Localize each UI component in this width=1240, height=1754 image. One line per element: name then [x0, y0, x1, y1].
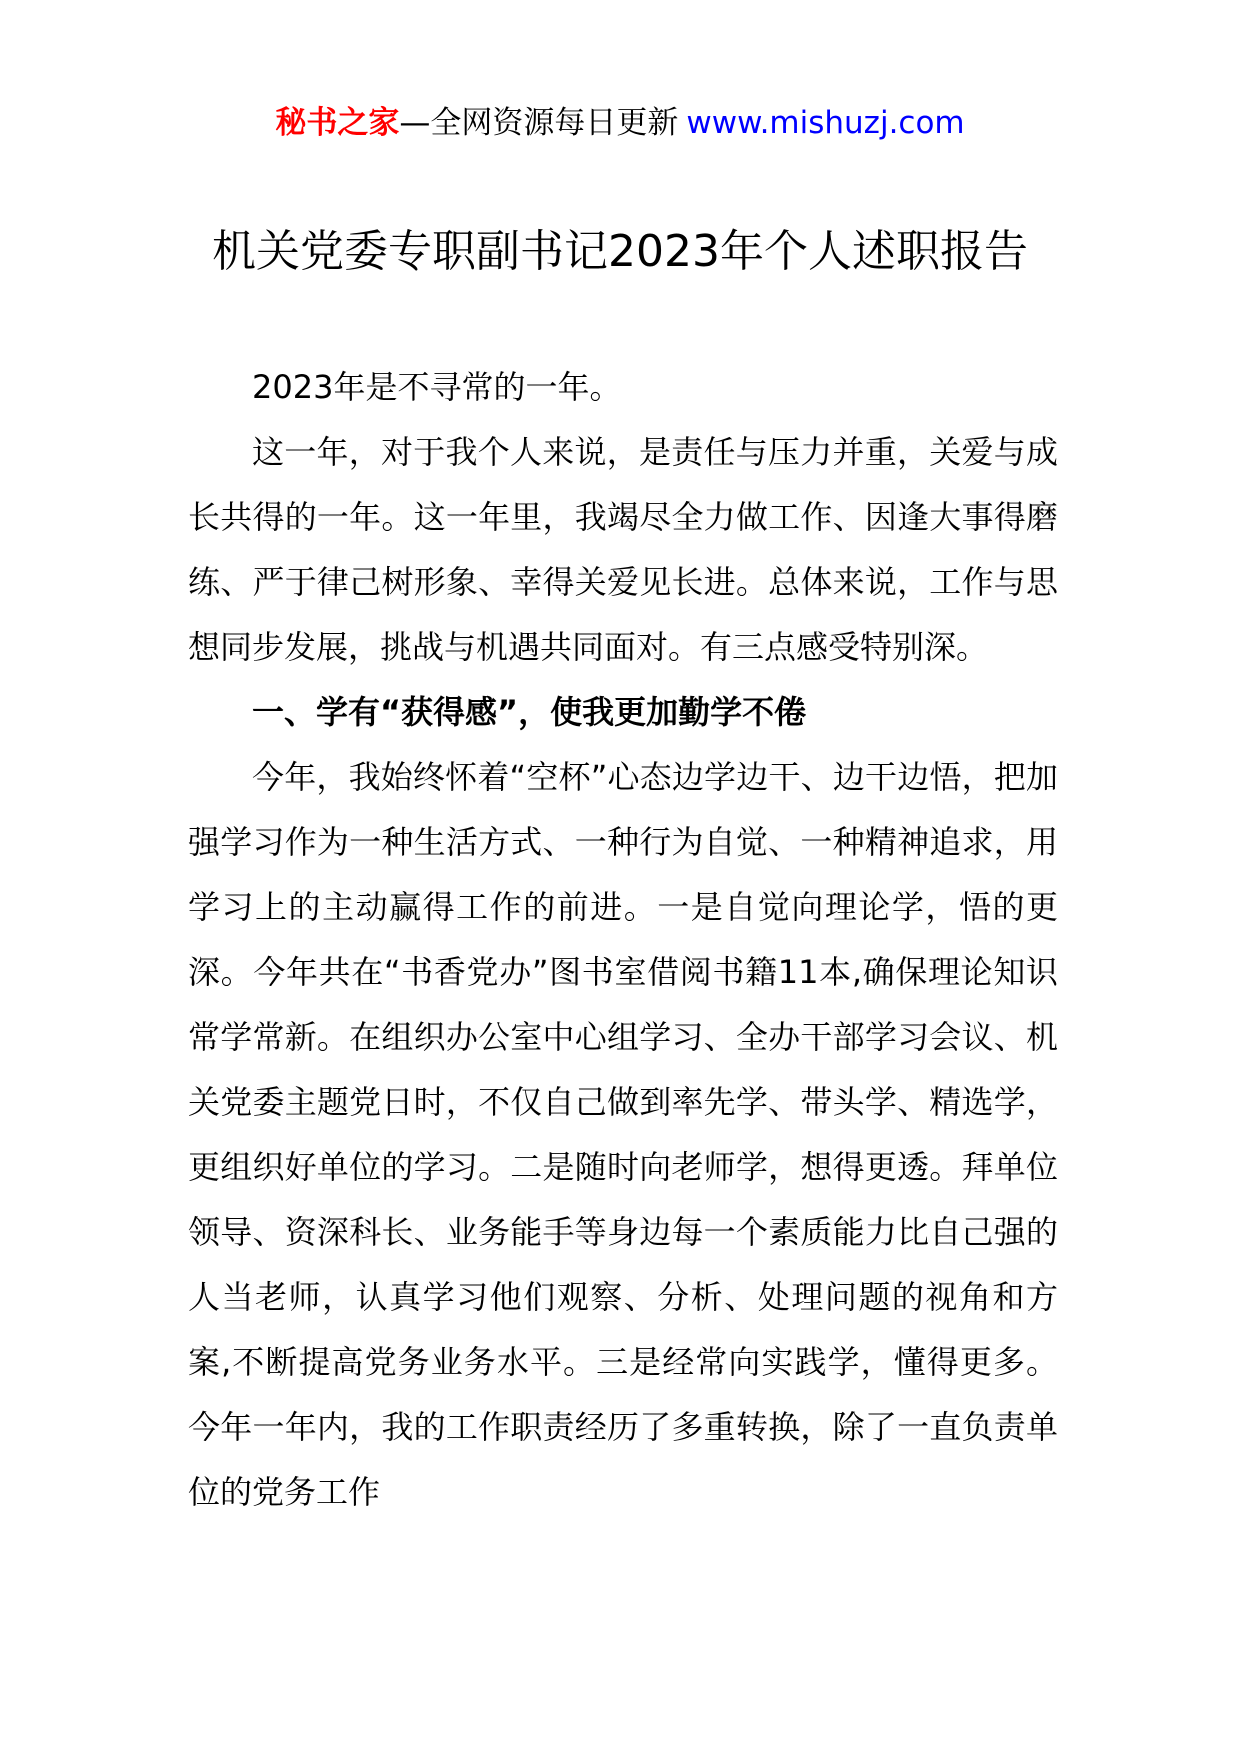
- website-link[interactable]: www.mishuzj.com: [686, 105, 965, 141]
- paragraph-intro: 2023年是不寻常的一年。: [252, 368, 622, 406]
- document-title: 机关党委专职副书记2023年个人述职报告: [212, 226, 1028, 277]
- brand-name: 秘书之家: [275, 105, 400, 141]
- page-header: [0, 100, 1240, 146]
- paragraph-section-1: 今年，我始终怀着“空杯”心态边学边干、边干边悟，把加强学习作为一种生活方式、一种行为自觉、一种精神追求，用学习上的主动赢得工作的前进。一是自觉向理论学，悟的更深。今年共在“书香党办”图书室借阅书籍11本,确保理论知识常学常新。在组织办公室中心组学习、全办干部学习会议、机关党委主题党日时，不仅自己做到率先学、带头学、精选学，更组织好单位的学习。二是随时向老师学，想得更透。拜单位领导、资深科长、业务能手等身边每一个素质能力比自己强的人当老师，认真学习他们观察、分析、处理问题的视角和方案,不断提高党务业务水平。三是经常向实践学，懂得更多。今年一年内，我的工作职责经历了多重转换，除了一直负责单位的党务工作: [188, 758, 1058, 1511]
- paragraph-summary: 这一年，对于我个人来说，是责任与压力并重，关爱与成长共得的一年。这一年里，我竭尽全力做工作、因逢大事得磨练、严于律己树形象、幸得关爱见长进。总体来说，工作与思想同步发展，挑战与机遇共同面对。有三点感受特别深。: [188, 433, 1058, 666]
- section-heading-1: 一、学有“获得感”，使我更加勤学不倦: [252, 693, 807, 731]
- header-tagline: —全网资源每日更新: [399, 105, 679, 141]
- document-body: [188, 355, 1058, 1525]
